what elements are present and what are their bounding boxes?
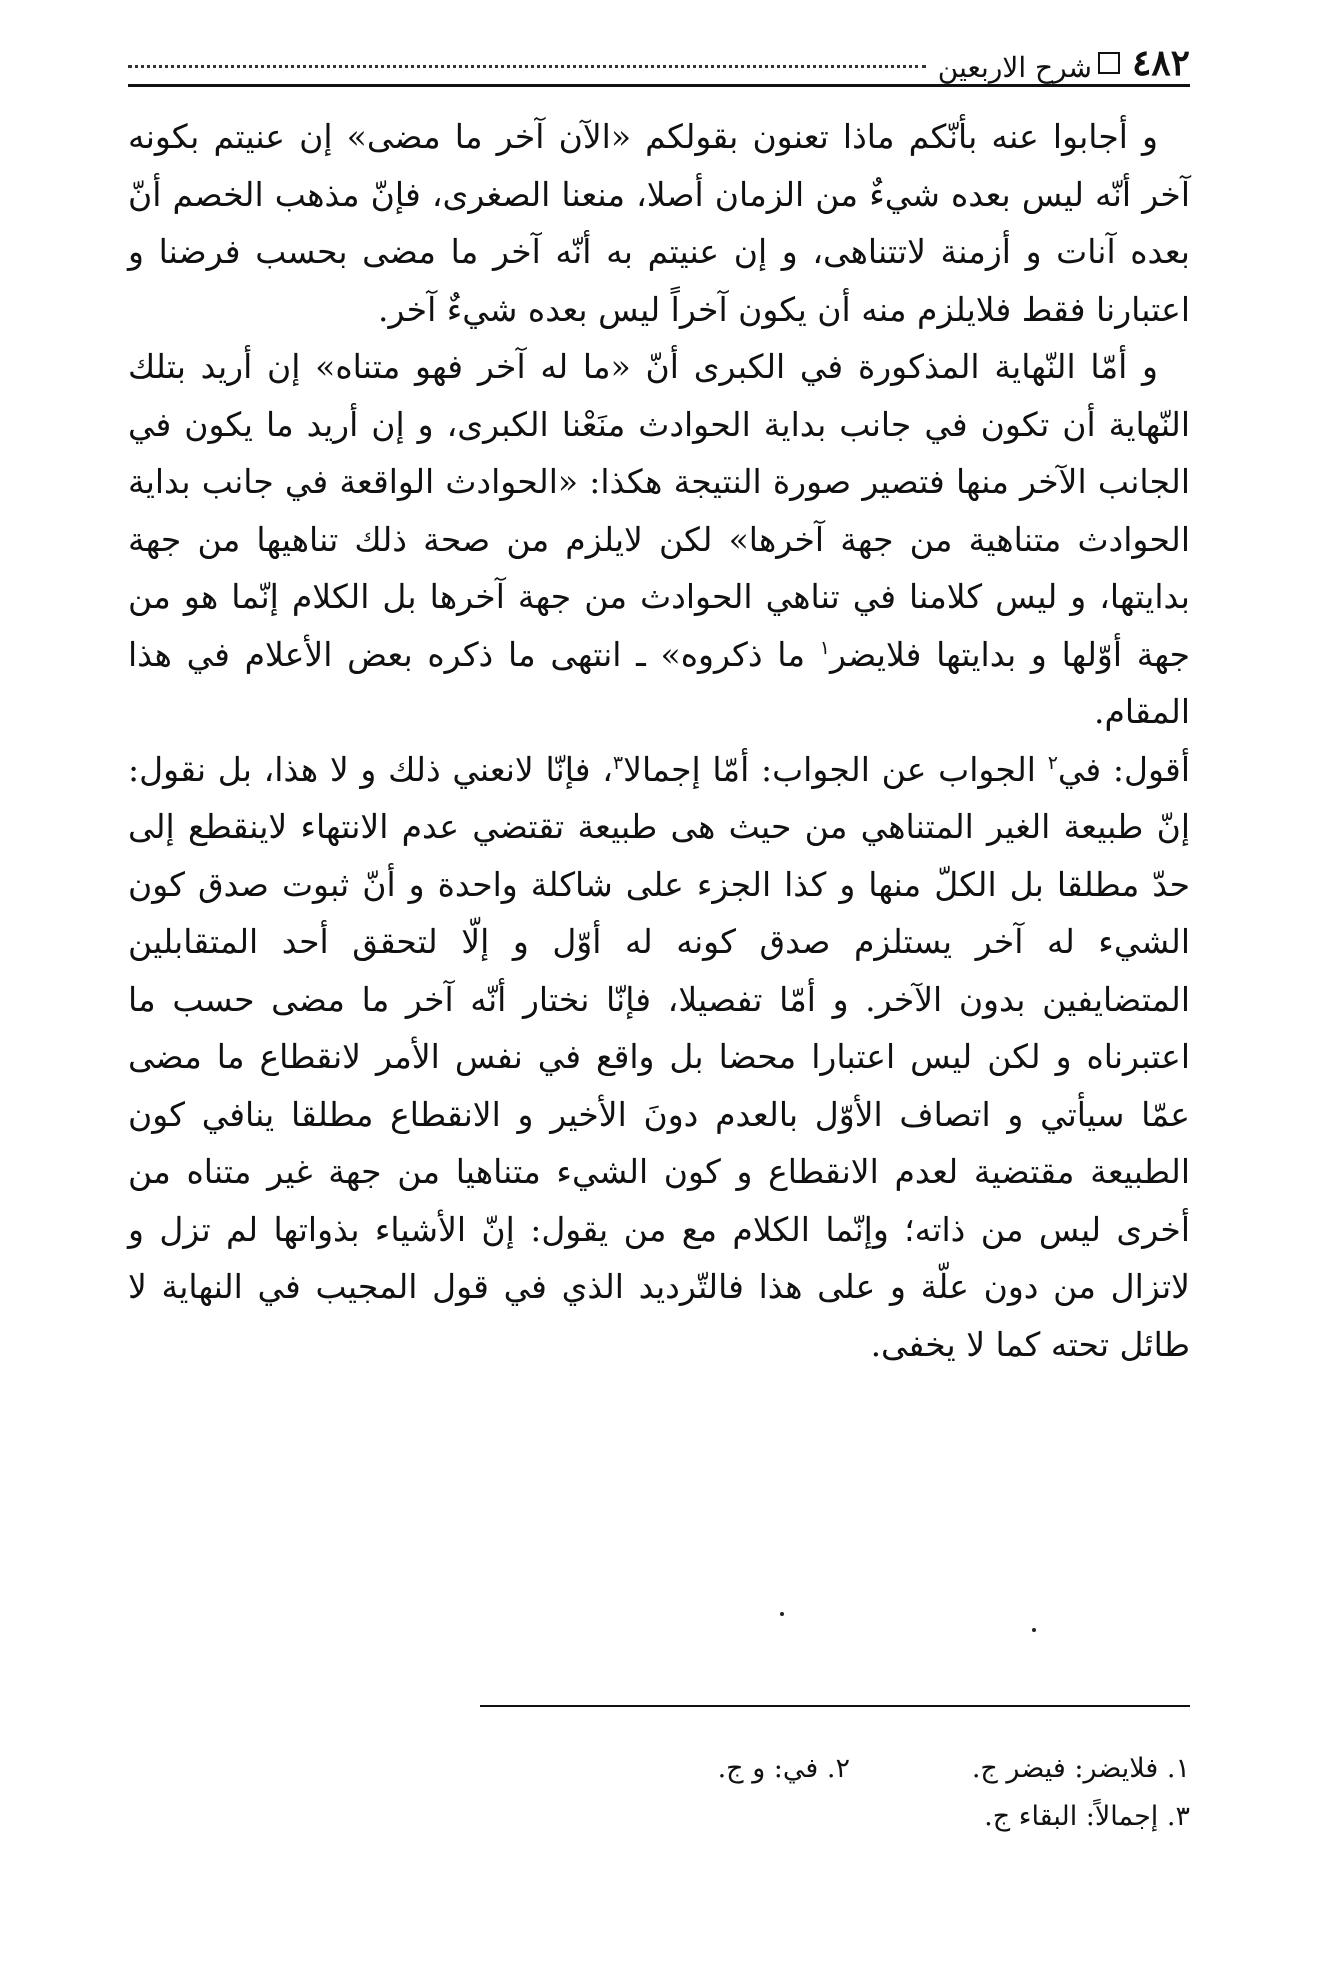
footnotes [480, 1745, 1190, 1841]
paragraph-3-text: ، فإنّا لانعني ذلك و لا هذا، بل نقول: إنّ طبيعة الغير المتناهي من حيث هى طبيعة تقتضي عدم الانتهاء لاينقطع إلى حدّ مطلقا بل الكلّ منها و كذا الجزء على شاكلة واحدة و أنّ ثبوت صدق كون الشيء له آخر يستلزم صدق كونه له أوّل و إلّا لتحقق أحد المتقابلين المتضايفين بدون الآخر. و أمّا تفصيلا، فإنّا نختار أنّه آخر ما مضى حسب ما اعتبرناه و لكن ليس اعتبارا محضا بل واقع في نفس الأمر لانقطاع ما مضى عمّا سيأتي و اتصاف الأوّل بالعدم دونَ الأخير و الانقطاع مطلقا ينافي كون الطبيعة مقتضية لعدم الانقطاع و كون الشيء متناهيا من جهة غير متناه من أخرى ليس من ذاته؛ وإنّما الكلام مع من يقول: إنّ الأشياء بذواتها لم تزل و لاتزال من دون علّة و على هذا فالتّرديد الذي في قول المجيب في النهاية لا طائل تحته كما لا يخفى. [128, 749, 1190, 1364]
paragraph-3-lead: أقول: في [1057, 749, 1190, 789]
footnote-3: ٣. إجمالاً: البقاء ج. [984, 1801, 1190, 1832]
header-rule [128, 84, 1190, 87]
footnote-ref-2: ٢ [1047, 751, 1058, 774]
footnote-ref-1: ١ [819, 636, 830, 659]
book-title: شرح الاربعين [937, 51, 1092, 84]
main-text [128, 108, 1190, 1373]
footnote-rule [480, 1705, 1190, 1707]
footnote-2: ٢. في: و ج. [717, 1753, 850, 1784]
running-header [128, 34, 1190, 84]
paragraph-2-tail: ما ذكروه» ـ انتهى ما ذكره بعض الأعلام في هذا المقام. [128, 634, 1190, 731]
footnote-row [480, 1793, 1190, 1841]
header-square-ornament [1098, 52, 1120, 74]
scan-speck [1032, 1628, 1036, 1632]
header-dotted-leader [128, 64, 926, 68]
paragraph-1: و أجابوا عنه بأنّكم ماذا تعنون بقولكم «الآن آخر ما مضى» إن عنيتم بكونه آخر أنّه ليس بعده شيءٌ من الزمان أصلا، منعنا الصغرى، فإنّ مذهب الخصم أنّ بعده آنات و أزمنة لاتتناهى، و إن عنيتم به أنّه آخر ما مضى بحسب فرضنا و اعتبارنا فقط فلايلزم منه أن يكون آخراً ليس بعده شيءٌ آخر. [128, 117, 1190, 329]
scan-speck [780, 1612, 784, 1616]
paragraph-3 [128, 741, 1190, 1374]
footnote-1: ١. فلايضر: فيضر ج. [971, 1753, 1190, 1784]
footnote-ref-3: ٣ [612, 751, 624, 774]
paragraph-2-text: و أمّا النّهاية المذكورة في الكبرى أنّ «ما له آخر فهو متناه» إن أريد بتلك النّهاية أن تكون في جانب بداية الحوادث منَعْنا الكبرى، و إن أريد ما يكون في الجانب الآخر منها فتصير صورة النتيجة هكذا: «الحوادث الواقعة في جانب بداية الحوادث متناهية من جهة آخرها» لكن لايلزم من صحة ذلك تناهيها من جهة بدايتها، و ليس كلامنا في تناهي الحوادث من جهة آخرها بل الكلام إنّما هو من جهة أوّلها و بدايتها فلايضر [128, 347, 1191, 674]
footnote-row [480, 1745, 1190, 1793]
page-number: ٤٨٢ [1131, 42, 1190, 84]
paragraph-3-mid: الجواب عن الجواب: أمّا إجمالا [623, 749, 1048, 789]
paragraph-2 [128, 338, 1190, 741]
